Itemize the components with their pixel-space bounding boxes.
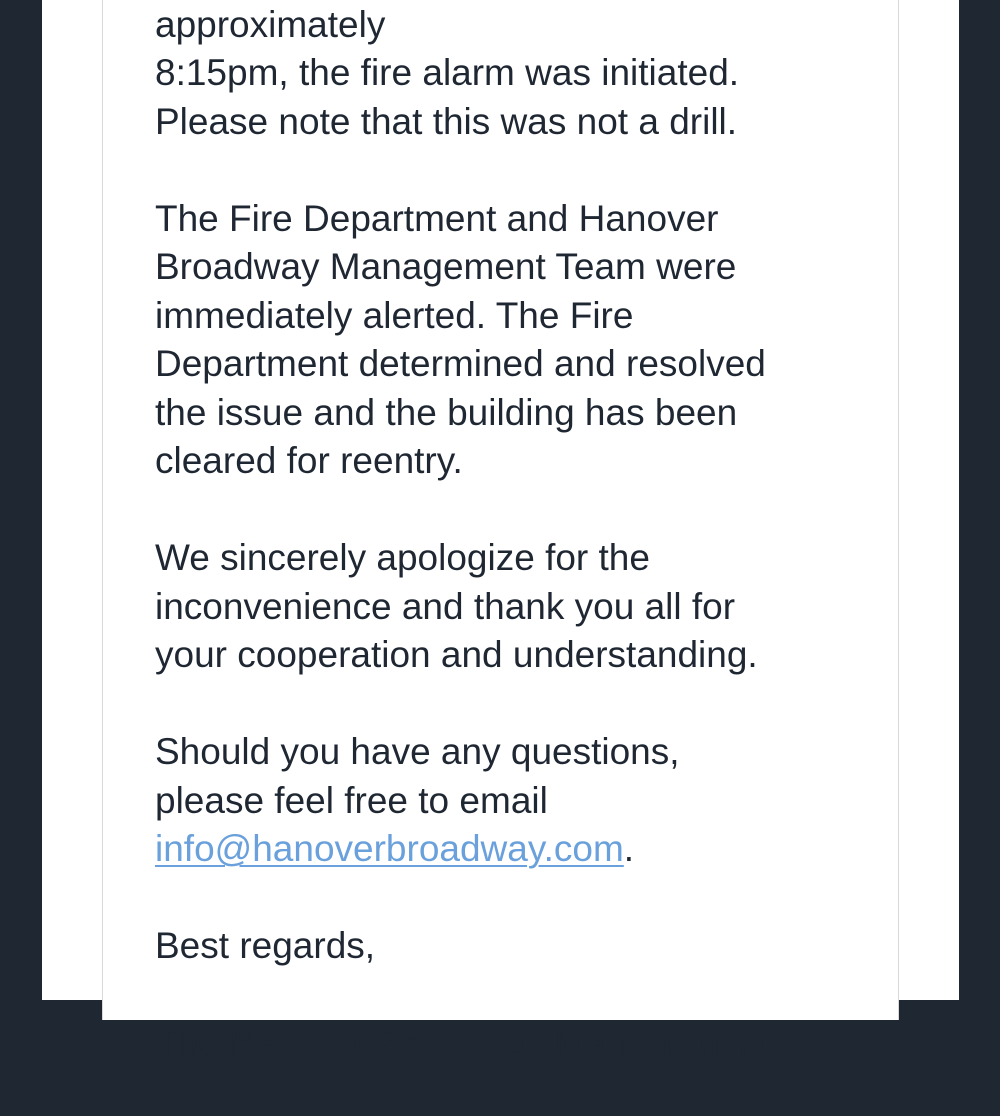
email-line: inconvenience and thank you all for (155, 585, 736, 627)
email-paragraph-fire-department (155, 195, 875, 486)
email-line: the issue and the building has been (155, 391, 738, 433)
email-paragraph-questions (155, 728, 875, 874)
email-line: Best regards, (155, 925, 376, 966)
email-line: Please note that this was not a drill. (155, 100, 738, 142)
email-line: please feel free to email (155, 779, 548, 821)
email-signature-line: The Hanover Broadway Management (155, 1022, 770, 1063)
email-line: 8:15pm, the fire alarm was initiated. (155, 52, 740, 93)
email-line: your cooperation and understanding. (155, 634, 758, 675)
email-contact-link[interactable]: info@hanoverbroadway.com (155, 828, 624, 869)
email-line: cleared for reentry. (155, 440, 463, 481)
email-link-line (155, 825, 875, 874)
email-paragraph-apology (155, 534, 875, 680)
email-paragraph-signature (155, 1019, 875, 1068)
email-body (155, 0, 875, 1116)
email-link-suffix: . (623, 828, 635, 869)
email-paragraph-alarm (155, 0, 875, 146)
email-line: Broadway Management Team were (155, 246, 737, 287)
email-line: immediately alerted. The Fire (155, 294, 634, 336)
email-paragraph-closing (155, 922, 875, 971)
email-line: Should you have any questions, (155, 731, 680, 772)
email-line: The Fire Department and Hanover (155, 197, 719, 239)
email-line: approximately (155, 3, 386, 45)
email-card (102, 0, 899, 1063)
email-line: We sincerely apologize for the (155, 537, 650, 578)
email-line: Department determined and resolved (155, 343, 766, 384)
email-screen (42, 0, 959, 1063)
